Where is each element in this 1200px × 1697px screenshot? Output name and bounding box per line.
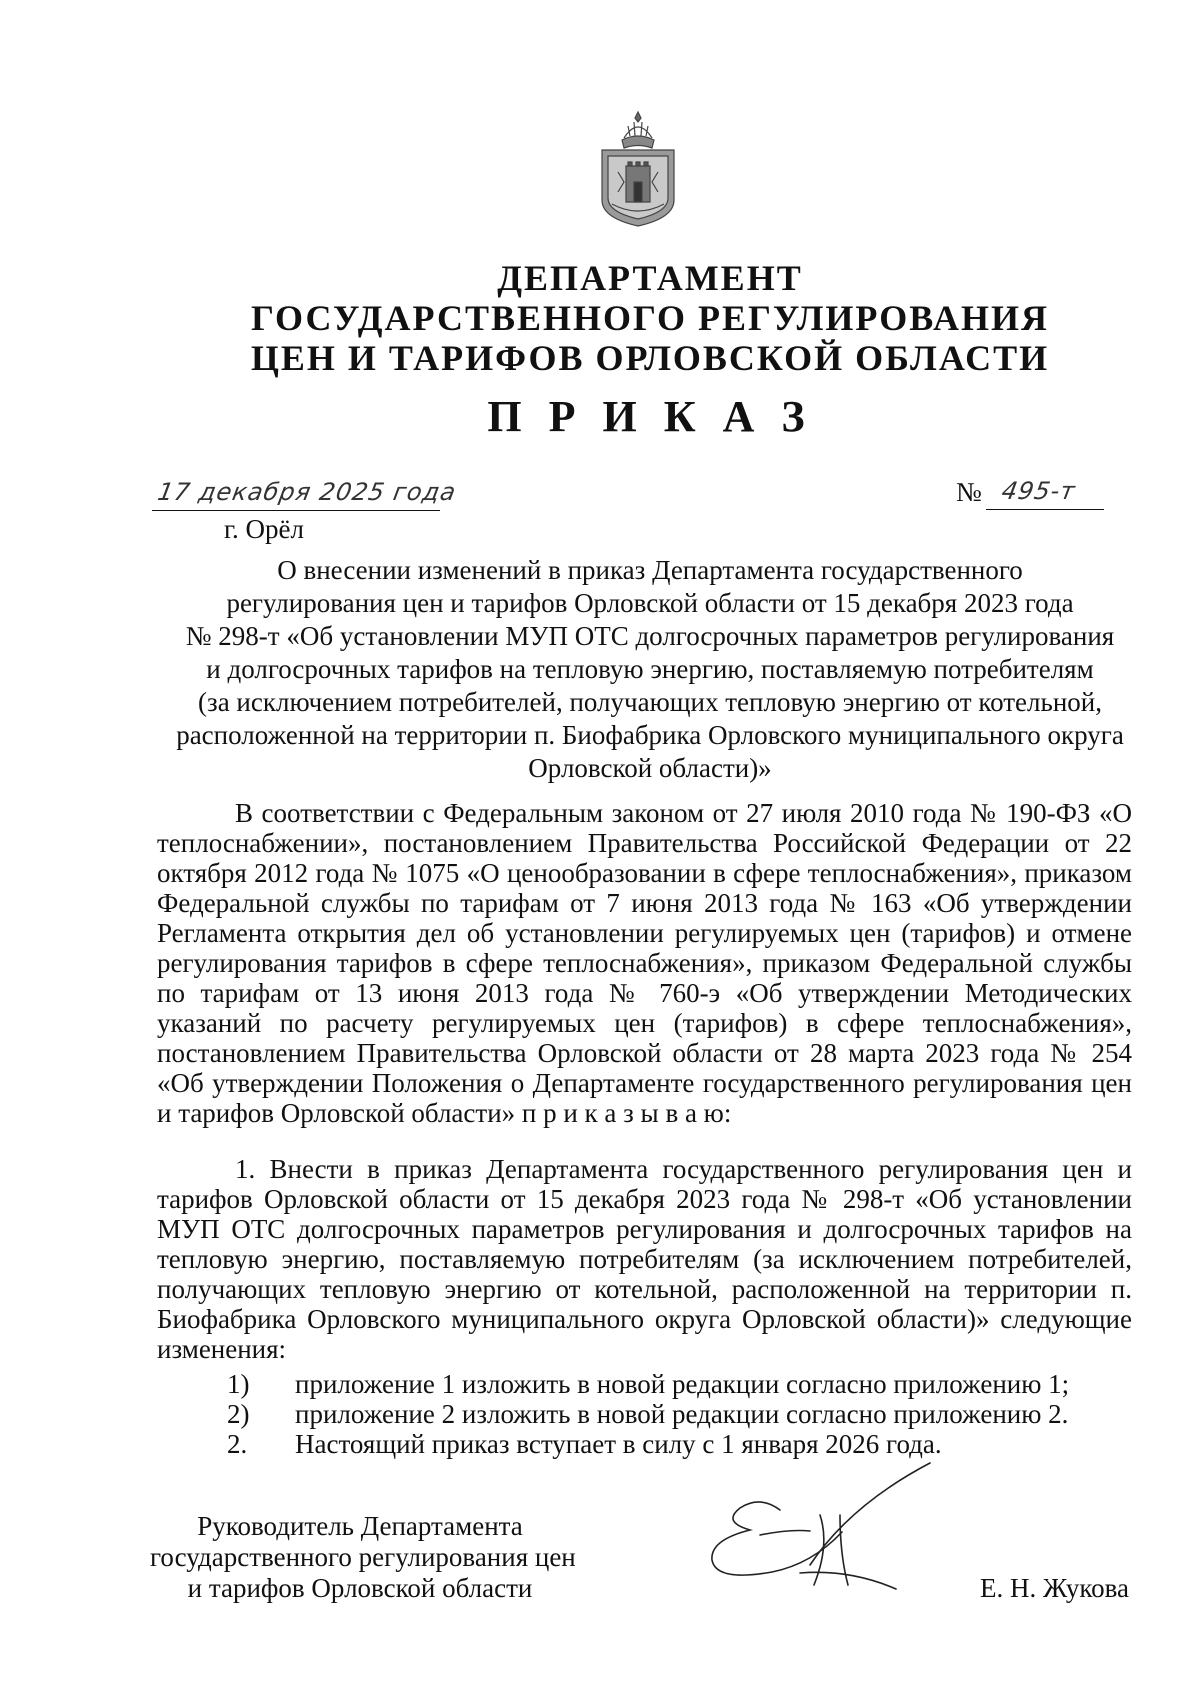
- number-label: №: [956, 477, 982, 507]
- handwritten-number: 495-т: [999, 477, 1078, 505]
- item-number: 2.: [227, 1429, 248, 1459]
- department-title-line: ДЕПАРТАМЕНТ: [497, 258, 803, 298]
- subject-line: регулирования цен и тарифов Орловской области от 15 декабря 2023 года: [226, 588, 1074, 618]
- subject-line: № 298-т «Об установлении МУП ОТС долгосрочных параметров регулирования: [185, 621, 1115, 651]
- department-title-line: ГОСУДАРСТВЕННОГО РЕГУЛИРОВАНИЯ: [251, 298, 1049, 338]
- subject-line: и долгосрочных тарифов на тепловую энергию, поставляемую потребителям: [206, 654, 1094, 684]
- handwritten-date: 17 декабря 2025 года: [155, 478, 459, 506]
- document-number: [956, 474, 1104, 510]
- position-line: и тарифов Орловской области: [187, 1573, 533, 1603]
- item-text: Настоящий приказ вступает в силу с 1 января 2026 года.: [295, 1429, 942, 1459]
- preamble-paragraph: В соответствии с Федеральным законом от 27 июля 2010 года № 190-ФЗ «О теплоснабжении», постановлением Правительства Российской Федерации от 22 октября 2012 года № 1075 «О ценообразовании в сфере теплоснабжения», приказом Федеральной службы по тарифам от 7 июня 2013 года № 163 «Об утверждении Регламента открытия дел об установлении регулируемых цен (тарифов) и отмене регулирования тарифов в сфере теплоснабжения», приказом Федеральной службы по тарифам от 13 июня 2013 года № 760-э «Об утверждении Методических указаний по расчету регулируемых цен (тарифов) в сфере теплоснабжения», постановлением Правительства Орловской области от 28 марта 2023 года № 254 «Об утверждении Положения о Департаменте государственного регулирования цен и тарифов Орловской области» п р и к а з ы в а ю:: [157, 798, 1132, 1128]
- coat-of-arms-icon: [598, 108, 678, 228]
- subject-line: О внесении изменений в приказ Департамента государственного: [277, 555, 1023, 585]
- subject-line: расположенной на территории п. Биофабрика Орловского муниципального округа: [176, 720, 1124, 750]
- department-title: [120, 258, 1180, 378]
- subject-line: Орловской области)»: [528, 753, 772, 783]
- signatory-position: [150, 1511, 576, 1604]
- subitem-number: 2): [227, 1399, 250, 1429]
- handwritten-signature-icon: [700, 1455, 940, 1605]
- subitem-number: 1): [227, 1369, 250, 1399]
- position-line: Руководитель Департамента: [197, 1511, 523, 1541]
- position-line: государственного регулирования цен: [150, 1542, 576, 1572]
- item-1-paragraph: 1. Внести в приказ Департамента государственного регулирования цен и тарифов Орловской области от 15 декабря 2023 года № 298-т «Об установлении МУП ОТС долгосрочных параметров регулирования и долгосрочных тарифов на тепловую энергию, поставляемую потребителям (за исключением потребителей, получающих тепловую энергию от котельной, расположенной на территории п. Биофабрика Орловского муниципального округа Орловской области)» следующие изменения:: [157, 1154, 1132, 1364]
- city-label: г. Орёл: [224, 514, 304, 544]
- date-field: [152, 474, 459, 511]
- number-field: [986, 475, 1104, 510]
- subitem-text: приложение 1 изложить в новой редакции согласно приложению 1;: [295, 1369, 1070, 1399]
- subject-line: (за исключением потребителей, получающих тепловую энергию от котельной,: [198, 687, 1102, 717]
- department-title-line: ЦЕН И ТАРИФОВ ОРЛОВСКОЙ ОБЛАСТИ: [250, 338, 1050, 378]
- subitem-text: приложение 2 изложить в новой редакции согласно приложению 2.: [295, 1399, 1069, 1429]
- signatory-name: Е. Н. Жукова: [980, 1573, 1129, 1603]
- document-type-title: П Р И К А З: [487, 392, 813, 441]
- document-subject: [150, 554, 1150, 785]
